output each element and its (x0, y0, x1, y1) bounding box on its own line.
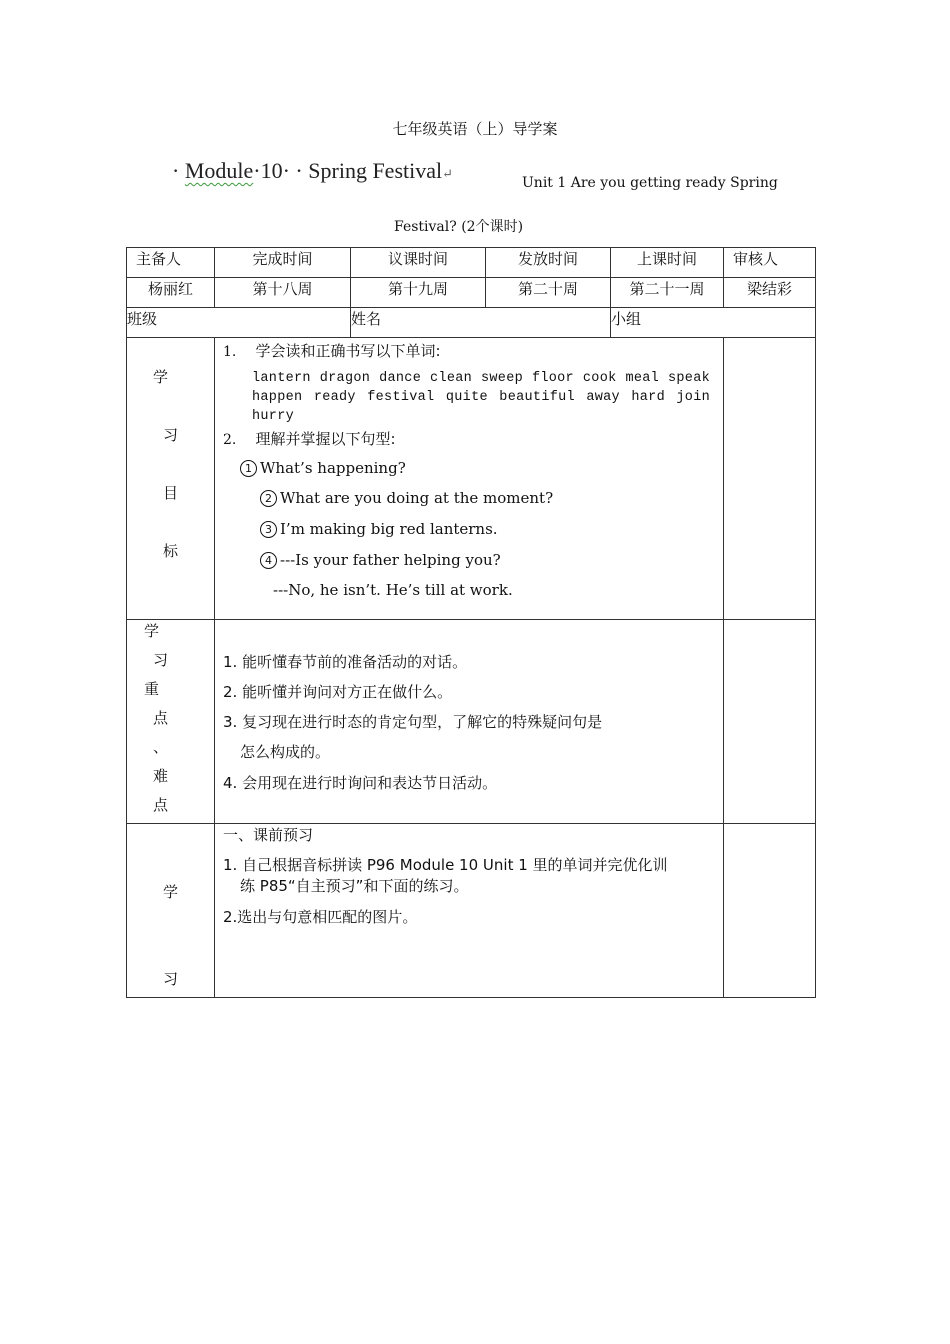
value-cell-discussion-time: 第十九周 (351, 278, 486, 308)
sentence-pattern: 3 I’m making big red lanterns. (260, 520, 498, 538)
value-cell-preparer: 杨丽红 (127, 278, 215, 308)
goals-notes-cell (724, 338, 816, 620)
study-content (215, 824, 724, 998)
module-number: 10 (260, 158, 283, 183)
side-char: 点 (153, 796, 169, 814)
name-label: 姓名 (351, 308, 611, 338)
value-cell-class-time: 第二十一周 (611, 278, 724, 308)
unit-title-line1: Unit 1 Are you getting ready Spring (522, 175, 778, 191)
key-point-item: 1. 能听懂春节前的准备活动的对话。 (223, 653, 468, 671)
class-label: 班级 (127, 308, 351, 338)
vocabulary-list: lantern dragon dance clean sweep floor cook meal speak happen ready festival quite beautiful away hard join hurry (252, 371, 710, 424)
study-item-1: 1. 自己根据音标拼读 P96 Module 10 Unit 1 里的单词并完优化训 (223, 856, 668, 874)
value-cell-completion-time: 第十八周 (215, 278, 351, 308)
side-char: 学 (153, 368, 169, 386)
header-row (127, 248, 816, 278)
study-side-label (127, 824, 215, 998)
key-points-side-label (127, 620, 215, 824)
side-char: 学 (163, 883, 179, 901)
header-cell-completion-time: 完成时间 (215, 248, 351, 278)
page-title: 七年级英语（上）导学案 (392, 120, 558, 138)
sentence-answer: ---No, he isn’t. He’s till at work. (273, 581, 513, 599)
key-points-row (127, 620, 816, 824)
value-cell-reviewer: 梁结彩 (724, 278, 816, 308)
sentence-pattern: 4 ---Is your father helping you? (260, 551, 501, 569)
header-cell-distribution-time: 发放时间 (486, 248, 611, 278)
key-points-notes-cell (724, 620, 816, 824)
goals-content (215, 338, 724, 620)
side-char: 、 (153, 738, 169, 756)
study-item-1-continued: 练 P85“自主预习”和下面的练习。 (240, 877, 469, 895)
key-point-item: 3. 复习现在进行时态的肯定句型，了解它的特殊疑问句是 (223, 713, 603, 731)
side-char: 难 (153, 767, 169, 785)
header-cell-class-time: 上课时间 (611, 248, 724, 278)
lesson-plan-table (126, 247, 816, 998)
goal-item-1: 1. 学会读和正确书写以下单词: (223, 342, 441, 360)
header-cell-discussion-time: 议课时间 (351, 248, 486, 278)
side-char: 目 (163, 484, 179, 502)
unit-title-line2: Festival? (2个课时) (394, 219, 524, 235)
goals-row (127, 338, 816, 620)
circled-number-icon: 1 (240, 460, 257, 477)
sentence-pattern: 1 What’s happening? (240, 459, 406, 477)
circled-number-icon: 4 (260, 552, 277, 569)
study-notes-cell (724, 824, 816, 998)
module-title: · Module·10· · Spring Festival↵ (172, 158, 454, 183)
goal-item-2: 2. 理解并掌握以下句型: (223, 430, 396, 448)
side-char: 习 (153, 651, 169, 669)
side-char: 学 (144, 622, 160, 640)
group-label: 小组 (611, 308, 816, 338)
student-info-row (127, 308, 816, 338)
key-points-content (215, 620, 724, 824)
value-cell-distribution-time: 第二十周 (486, 278, 611, 308)
key-point-item: 2. 能听懂并询问对方正在做什么。 (223, 683, 453, 701)
circled-number-icon: 3 (260, 521, 277, 538)
side-char: 习 (163, 426, 179, 444)
side-char: 习 (163, 970, 179, 988)
value-row (127, 278, 816, 308)
header-cell-preparer: 主备人 (127, 248, 215, 278)
key-point-item: 怎么构成的。 (240, 743, 331, 761)
goals-side-label (127, 338, 215, 620)
header-cell-reviewer: 审核人 (724, 248, 816, 278)
circled-number-icon: 2 (260, 490, 277, 507)
module-word: Module (184, 158, 254, 183)
module-topic: Spring Festival (308, 158, 443, 183)
key-point-item: 4. 会用现在进行时询问和表达节日活动。 (223, 774, 498, 792)
sentence-pattern: 2 What are you doing at the moment? (260, 489, 553, 507)
side-char: 标 (163, 542, 179, 560)
study-item-2: 2.选出与句意相匹配的图片。 (223, 908, 418, 926)
study-heading: 一、课前预习 (223, 826, 314, 844)
study-row (127, 824, 816, 998)
side-char: 点 (153, 709, 169, 727)
side-char: 重 (144, 680, 160, 698)
